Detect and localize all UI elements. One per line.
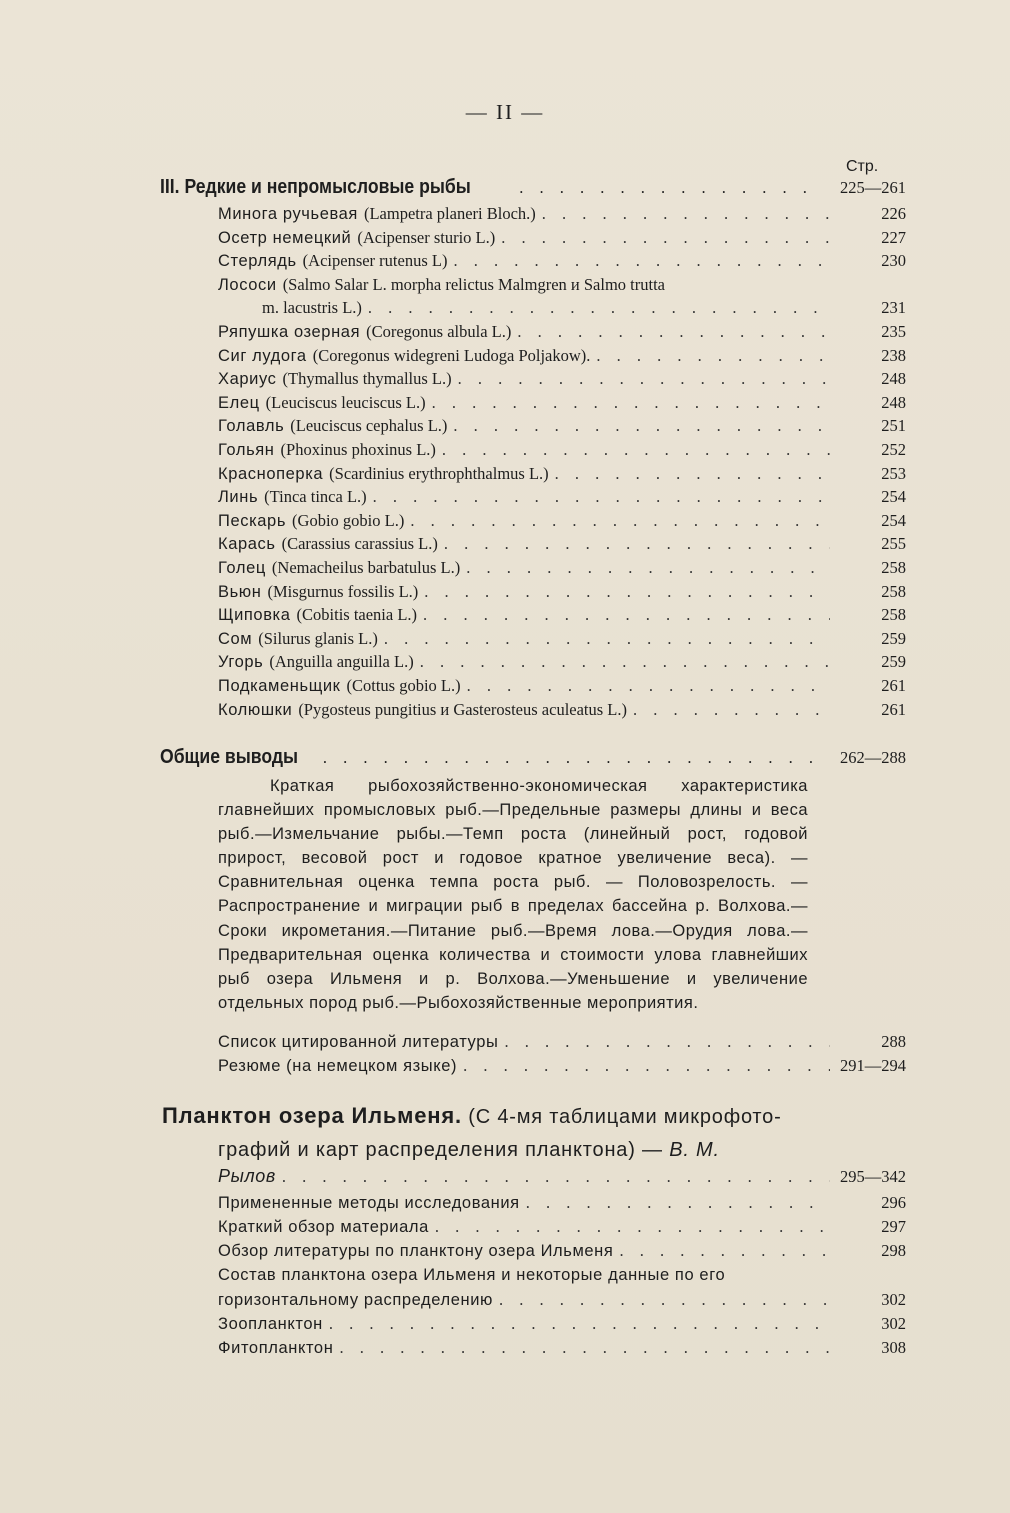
toc-entry (218, 582, 906, 606)
entry-page: 255 (881, 534, 906, 553)
entry-label: горизонтальному распределению (218, 1290, 494, 1309)
entry-page: 252 (881, 440, 906, 459)
toc-entry (218, 652, 906, 676)
entry-latin-name: (Salmo Salar L. morpha relictus Malmgren и Salmo trutta (282, 275, 665, 294)
entry-latin-name: (Carassius carassius L.) (281, 534, 438, 553)
entry-russian-name: Ряпушка озерная (218, 323, 361, 341)
leader-dots (458, 369, 830, 389)
toc-entry (218, 558, 906, 582)
toc-entry (218, 464, 906, 488)
entry-latin-name: (Nemacheilus barbatulus L.) (271, 558, 461, 577)
toc-entry (218, 700, 906, 724)
entry-latin-name: (Coregonus widegreni Ludoga Poljakow). (312, 346, 591, 365)
entry-page: 258 (881, 605, 906, 624)
entry-latin-name: (Phoxinus phoxinus L.) (280, 440, 436, 459)
leader-dots (633, 700, 830, 720)
entry-label: Фитопланктон (218, 1339, 334, 1358)
leader-dots (442, 440, 830, 460)
entry-page: 259 (881, 629, 906, 648)
entry-page: 298 (881, 1241, 906, 1261)
entry-page: 235 (881, 322, 906, 341)
toc-entry (218, 204, 906, 228)
toc-entry (218, 228, 906, 252)
toc-entry (262, 298, 906, 322)
leader-dots (504, 1032, 830, 1052)
leader-dots (517, 322, 830, 342)
toc-entry (218, 487, 906, 511)
entry-latin-name: (Leuciscus leuciscus L.) (265, 393, 426, 412)
leader-dots (384, 629, 830, 649)
entry-russian-name: Карась (218, 535, 276, 553)
section3-heading (160, 176, 906, 204)
toc-entry (218, 1032, 906, 1056)
toc-entry (218, 605, 906, 629)
toc-entry (218, 346, 906, 370)
toc-entry (218, 511, 906, 535)
entry-latin-name: m. lacustris L.) (262, 298, 362, 317)
entry-page: 254 (881, 487, 906, 506)
entry-page: 253 (881, 464, 906, 483)
leader-dots (501, 228, 830, 248)
toc-entry (218, 1290, 906, 1314)
leader-dots (323, 748, 820, 768)
entry-page: 254 (881, 511, 906, 530)
entry-latin-name: (Scardinius erythrophthalmus L.) (329, 464, 549, 483)
section3-pages: 225—261 (840, 178, 906, 197)
leader-dots (619, 1241, 830, 1261)
entry-russian-name: Сиг лудога (218, 347, 307, 365)
toc-entry (218, 1266, 906, 1290)
plankton-line2: графий и карт распределения планктона) — (218, 1139, 663, 1161)
section3-title: III. Редкие и непромысловые рыбы (160, 176, 471, 198)
plankton-author-initials: В. М. (669, 1139, 720, 1161)
entry-page: 230 (881, 251, 906, 270)
leader-dots (339, 1338, 830, 1358)
toc-entry (218, 1314, 906, 1338)
leader-dots (596, 346, 830, 366)
leader-dots (373, 487, 830, 507)
toc-entry (218, 322, 906, 346)
toc-entry (218, 1217, 906, 1241)
entry-page: 258 (881, 582, 906, 601)
entry-page: 248 (881, 369, 906, 388)
toc-entry (218, 275, 906, 299)
leader-dots (368, 298, 830, 318)
entry-page: 297 (881, 1217, 906, 1237)
entry-latin-name: (Acipenser sturio L.) (357, 228, 496, 247)
toc-entry (218, 251, 906, 275)
plankton-title-line2 (218, 1139, 720, 1162)
entry-latin-name: (Pygosteus pungitius и Gasterosteus aculeatus L.) (298, 700, 628, 719)
entry-page: 308 (881, 1338, 906, 1358)
toc-entry (218, 393, 906, 417)
entry-page: 248 (881, 393, 906, 412)
toc-entry (218, 676, 906, 700)
entry-page: 259 (881, 652, 906, 671)
leader-dots (435, 1217, 830, 1237)
toc-entry (218, 416, 906, 440)
entry-page: 296 (881, 1193, 906, 1212)
entry-russian-name: Колюшки (218, 701, 293, 719)
entry-russian-name: Стерлядь (218, 252, 297, 270)
entry-latin-name: (Tinca tinca L.) (264, 487, 367, 506)
leader-dots (467, 676, 830, 696)
entry-page: 261 (881, 700, 906, 719)
conclusions-paragraph: Краткая рыбохозяйственно-экономическая характеристика главнейших промысловых рыб.—Предельные размеры длины и веса рыб.—Измельчание рыбы.—Темп роста (линейный рост, годовой прирост, весовой рост и годовое кратное увеличение веса). — Сравнительная оценка темпа роста рыб. — Половозрелость. — Распространение и миграции рыб в пределах бассейна р. Волхова.—Сроки икрометания.—Питание рыб.—Время лова.—Орудия лова.—Предварительная оценка количества и стоимости улова главнейших рыб озера Ильменя и р. Волхова.—Уменьшение и увеличение отдельных пород рыб.—Рыбохозяйственные мероприятия. (218, 777, 808, 1012)
entry-russian-name: Елец (218, 394, 260, 412)
leader-dots (499, 1290, 830, 1310)
entry-latin-name: (Thymallus thymallus L.) (282, 369, 452, 388)
entry-page: 288 (881, 1032, 906, 1051)
leader-dots (444, 534, 830, 554)
entry-russian-name: Хариус (218, 370, 277, 388)
toc-entry (218, 1241, 906, 1265)
entry-russian-name: Минога ручьевая (218, 205, 358, 223)
conclusions-title: Общие выводы (160, 746, 299, 768)
entry-label: Обзор литературы по планктону озера Ильменя (218, 1242, 614, 1261)
entry-russian-name: Подкаменьщик (218, 677, 341, 695)
entry-label: Зоопланктон (218, 1315, 323, 1333)
leader-dots (463, 1056, 830, 1076)
entry-latin-name: (Silurus glanis L.) (258, 629, 378, 648)
entry-russian-name: Угорь (218, 653, 264, 671)
entry-russian-name: Сом (218, 630, 253, 648)
entry-label: Состав планктона озера Ильменя и некоторые данные по его (218, 1265, 726, 1284)
page-header: — II — (465, 100, 545, 124)
entry-latin-name: (Anguilla anguilla L.) (269, 652, 414, 671)
entry-latin-name: (Coregonus albula L.) (366, 322, 512, 341)
entry-label: Резюме (на немецком языке) (218, 1057, 458, 1075)
toc-entry (218, 369, 906, 393)
entry-latin-name: (Lampetra planeri Bloch.) (363, 204, 536, 223)
toc-entry (218, 1193, 906, 1217)
leader-dots (420, 652, 830, 672)
leader-dots (526, 1193, 830, 1213)
plankton-title-rest: (С 4-мя таблицами микрофото- (468, 1106, 782, 1128)
plankton-pages: 295—342 (840, 1167, 906, 1186)
entry-latin-name: (Cottus gobio L.) (346, 676, 461, 695)
toc-entry (218, 1338, 906, 1362)
toc-entry (218, 534, 906, 558)
entry-page: 302 (881, 1289, 906, 1309)
leader-dots (519, 178, 820, 198)
entry-label: Краткий обзор материала (218, 1218, 429, 1237)
entry-page: 251 (881, 416, 906, 435)
toc-entry (218, 1056, 906, 1080)
leader-dots (453, 416, 830, 436)
leader-dots (282, 1167, 830, 1187)
entry-russian-name: Красноперка (218, 465, 324, 483)
entry-latin-name: (Acipenser rutenus L) (302, 251, 448, 270)
entry-russian-name: Пескарь (218, 512, 287, 530)
leader-dots (410, 511, 830, 531)
leader-dots (424, 582, 830, 602)
entry-latin-name: (Misgurnus fossilis L.) (267, 582, 419, 601)
entry-latin-name: (Leuciscus cephalus L.) (290, 416, 448, 435)
entry-russian-name: Щиповка (218, 606, 291, 624)
conclusions-pages: 262—288 (840, 748, 906, 767)
entry-page: 226 (881, 204, 906, 223)
plankton-author-row (218, 1166, 906, 1190)
leader-dots (453, 251, 830, 271)
leader-dots (423, 605, 830, 625)
entry-russian-name: Осетр немецкий (218, 229, 352, 247)
conclusions-heading (160, 746, 906, 774)
plankton-title-bold: Планктон озера Ильменя. (162, 1103, 462, 1128)
entry-page: 227 (881, 228, 906, 247)
entry-russian-name: Гольян (218, 441, 275, 459)
entry-russian-name: Голавль (218, 417, 285, 435)
entry-russian-name: Линь (218, 488, 259, 506)
entry-page: 231 (881, 298, 906, 317)
entry-russian-name: Вьюн (218, 583, 262, 601)
leader-dots (542, 204, 830, 224)
entry-label: Список цитированной литературы (218, 1033, 499, 1051)
entry-russian-name: Голец (218, 559, 266, 577)
entry-latin-name: (Gobio gobio L.) (292, 511, 405, 530)
entry-page: 302 (881, 1314, 906, 1333)
toc-entry (218, 440, 906, 464)
entry-page: 261 (881, 676, 906, 695)
entry-label: Примененные методы исследования (218, 1194, 520, 1212)
entry-russian-name: Лососи (218, 276, 277, 294)
leader-dots (329, 1314, 830, 1334)
entry-page: 291—294 (840, 1056, 906, 1075)
entry-page: 238 (881, 346, 906, 365)
page-column-label: Стр. (846, 158, 879, 175)
entry-page: 258 (881, 558, 906, 577)
leader-dots (432, 393, 830, 413)
leader-dots (555, 464, 830, 484)
plankton-author: Рылов (218, 1166, 276, 1186)
entry-latin-name: (Cobitis taenia L.) (296, 605, 418, 624)
leader-dots (466, 558, 830, 578)
toc-entry (218, 629, 906, 653)
plankton-title (162, 1103, 842, 1130)
